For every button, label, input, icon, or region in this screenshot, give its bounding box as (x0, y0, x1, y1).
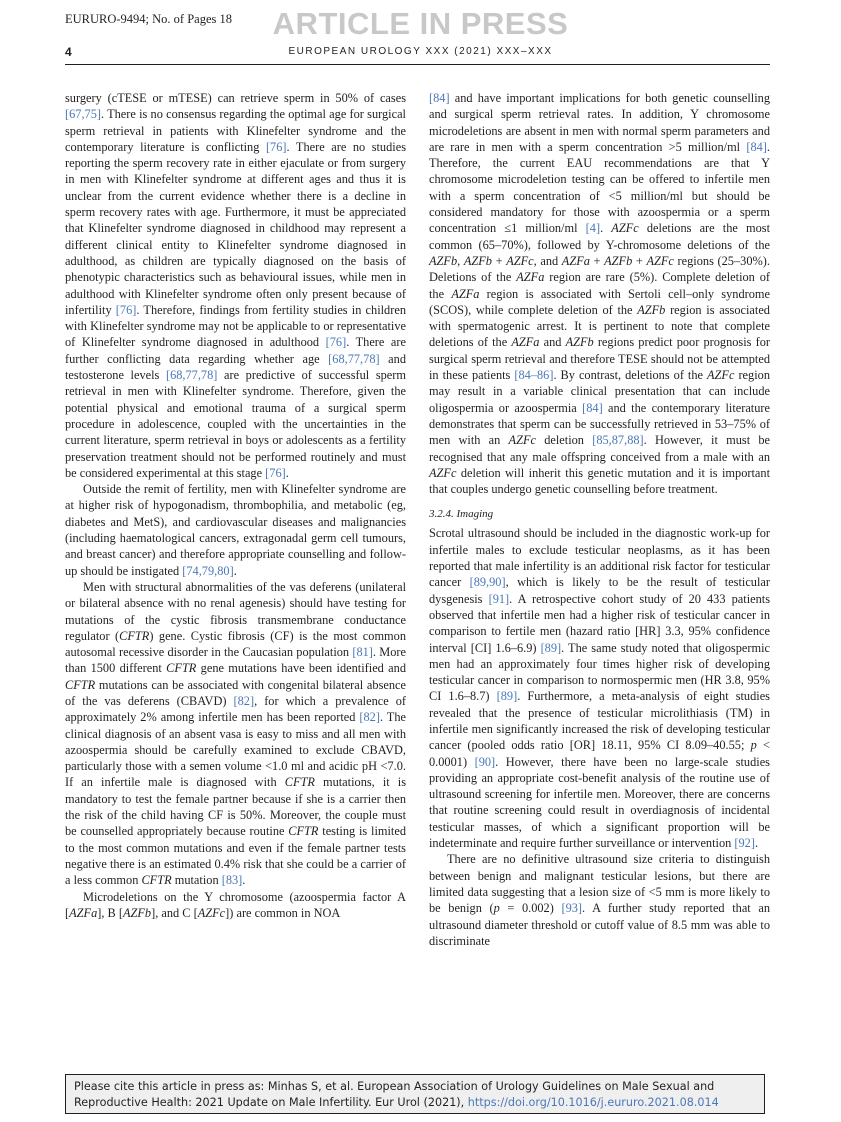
reference-link[interactable]: [92] (734, 836, 755, 851)
reference-link[interactable]: [89] (540, 640, 562, 655)
text-run: . (233, 563, 237, 578)
text-run: mutations can be associated with congenital bilateral absence of the vas deferens (CBAVD) (65, 677, 406, 708)
text-run: region are rare (5%). Complete deletion of the (429, 270, 770, 301)
text-run: . However, it must be recognised that any male offspring conceived from a male with an (429, 433, 771, 464)
reference-link[interactable]: [67,75] (65, 107, 101, 122)
reference-link[interactable]: [84–86] (514, 368, 554, 383)
text-run: . (285, 465, 289, 480)
italic-term: AZFa (69, 905, 98, 920)
text-run: . More than 1500 different (65, 645, 406, 676)
paragraph (65, 889, 406, 922)
text-run: . The clinical diagnosis of an absent vasa is easy to miss and all men with azoospermia should be carefully examined to exclude CBAVD, particularly those with a semen volume <1.0 ml and acidic pH <7.0. If an infertile male is diagnosed with (65, 710, 407, 790)
text-run: . By contrast, deletions of the (553, 368, 708, 383)
reference-link[interactable]: [76] (265, 139, 287, 154)
text-run: are predictive of successful sperm retrieval in men with Klinefelter syndrome. Therefore, given the potential physical and emotional trauma of a surgical sperm procedure in adolescence, coupled with the uncertainties in the current literature, sperm retrieval in boys or adolescents as a fertility preservation treatment should not be performed routinely and must be considered experimental at this stage (65, 368, 406, 480)
text-run: . A retrospective cohort study of 20 433 patients observed that infertile men had a higher risk of testicular cancer in comparison to fertile men (hazard ratio [HR] 3.3, 95% confidence interval [CI] 1.6–6.9) (429, 591, 771, 655)
paragraph (429, 90, 770, 497)
header-rule (65, 64, 770, 65)
reference-link[interactable]: [84] (429, 91, 450, 105)
text-run: region may result in a variable clinical presentation that can include oligospermia or azoospermia (429, 368, 770, 415)
italic-term: AZFc (508, 433, 536, 448)
text-run: deletions are the most common (65–70%), followed by Y-chromosome deletions of the (429, 221, 770, 252)
text-run: . There are further conflicting data regarding whether age (65, 335, 406, 366)
italic-term: AZFc (707, 368, 735, 383)
text-run: . (754, 836, 759, 851)
text-run: + (632, 253, 647, 268)
italic-term: AZFa (516, 270, 545, 285)
reference-link[interactable]: [89,90] (469, 575, 506, 590)
reference-link[interactable]: [89] (496, 689, 518, 704)
journal-running-head: EUROPEAN UROLOGY XXX (2021) XXX–XXX (288, 46, 553, 57)
text-run: deletion will inherit this genetic mutation and it is important that couples undergo genetic counselling before treatment. (429, 465, 770, 497)
paragraph (65, 579, 406, 889)
article-in-press-stamp: ARTICLE IN PRESS (272, 6, 569, 41)
text-run: . However, there have been no large-scale studies providing an appropriate cost-benefit analysis of the routine use of ultrasound screening for infertile men. Moreover, there are concerns that routine screening could result in overdiagnosis of incidental testicular masses, of which a significant proportion will be indeterminate and require further surveillance or intervention (429, 754, 770, 851)
text-run: + (589, 253, 605, 268)
text-run: mutation (171, 873, 222, 888)
text-run: and have important implications for both genetic counselling and surgical sperm retrieval rates. In addition, Y chromosome microdeletions are absent in men with normal sperm parameters and are rare in men with a sperm concentration >5 million/ml (429, 91, 770, 154)
text-run: . A further study reported that an ultrasound diameter threshold or cutoff value of 8.5 mm was able to discriminate (429, 901, 770, 948)
reference-link[interactable]: [83] (221, 873, 243, 888)
text-run: ) gene. Cystic fibrosis (CF) is the most common autosomal recessive disorder in the Caucasian population (65, 628, 406, 660)
text-run: Scrotal ultrasound should be included in the diagnostic work-up for infertile males to exclude testicular neoplasms, as it has been reported that male infertility is an additional risk factor for testicular cancer (429, 526, 770, 590)
reference-link[interactable]: [81] (352, 645, 373, 660)
text-run: regions (25–30%). Deletions of the (429, 253, 770, 285)
reference-link[interactable]: [82] (359, 710, 380, 725)
text-run: region is associated with Sertoli cell–only syndrome (SCOS), while complete deletion of the (429, 286, 770, 317)
text-run: . The same study noted that oligospermic men had an approximately four times higher risk of developing testicular cancer in comparison to normospermic men (HR 3.8, 95% CI 1.6–8.7) (429, 640, 770, 704)
italic-term: AZFc (506, 253, 534, 268)
reference-link[interactable]: [90] (474, 754, 496, 769)
reference-link[interactable]: [76] (265, 465, 286, 480)
text-run: < 0.0001) (429, 738, 770, 769)
italic-term: AZFc (429, 465, 457, 480)
text-run: and testosterone levels (65, 351, 406, 383)
text-run: . Furthermore, a meta-analysis of eight studies revealed that the presence of testicular microlithiasis (TM) in infertile men significantly increased the risk of developing testicular cancer (pooled odds ratio [OR] 18.11, 95% CI 8.09–40.55; (429, 689, 770, 753)
text-run: regions predict poor prognosis for surgical sperm retrieval and therefore TESE should not be attempted in these patients (429, 335, 770, 383)
italic-term: CFTR (284, 775, 315, 790)
text-run: and the contemporary literature demonstrates that sperm can be successfully retrieved in 53–75% of men with an (429, 400, 771, 448)
reference-link[interactable]: [76] (115, 302, 137, 317)
text-run: . Therefore, the current EAU recommendations are that Y chromosome microdeletion testing can be offered to infertile men with a sperm concentration of <5 million/ml but should be considered mandatory for those with azoospermia or a sperm concentration ≤1 million/ml (429, 139, 770, 236)
italic-term: AZFb (429, 253, 458, 268)
italic-term: p (750, 738, 757, 753)
italic-term: AZFb (604, 253, 633, 268)
reference-link[interactable]: [84] (746, 139, 767, 154)
text-run: Microdeletions on the Y chromosome (azoospermia factor A [ (65, 889, 406, 920)
italic-term: AZFa (451, 286, 480, 301)
reference-link[interactable]: [91] (488, 591, 510, 606)
text-run: . Therefore, findings from fertility studies in children with Klinefelter syndrome may not be applicable to or representative of Klinefelter syndrome diagnosed in adulthood (65, 302, 406, 350)
doc-id: EURURO-9494; No. of Pages 18 (65, 12, 233, 26)
text-run: , for which a prevalence of approximately 2% among infertile men has been reported (65, 693, 406, 725)
text-run: testing is limited to the most common mutations and even if the female partner tests negative there is an estimated 0.4% risk that she could be a carrier of a less common (65, 824, 406, 888)
text-run: . There are no studies reporting the sperm recovery rate in either ejaculate or from surgery in men with Klinefelter syndrome at different ages and thus it is unclear from the current evidence whether there is a decline in sperm recovery rates with age. Furthermore, it must be appreciated that Klinefelter syndrome diagnosed in childhood may represent a different clinical entity to Klinefelter syndrome diagnosed in adulthood, as children are typically diagnosed on the basis of phenotypic characteristics such as behavioural issues, while men in adulthood with Klinefelter syndrome often only present because of infertility (65, 139, 406, 317)
text-run: gene mutations have been identified and (196, 661, 406, 676)
text-run: and (539, 335, 566, 350)
italic-term: AZFb (637, 302, 666, 317)
text-run: ]) are common in NOA (225, 905, 341, 920)
reference-link[interactable]: [85,87,88] (592, 433, 644, 448)
paragraph (429, 851, 770, 949)
text-run: Outside the remit of fertility, men with Klinefelter syndrome are at higher risk of hypogonadism, thrombophilia, and metabolic (eg, diabetes and MetS), and cardiovascular diseases and malignancies (including haematological cancers, extragonadal germ cell tumours, and breast cancer) and therefore appropriate counselling and follow-up should be instigated (65, 482, 406, 578)
text-run: = 0.002) (499, 901, 562, 916)
text-run: . (600, 221, 612, 236)
italic-term: AZFc (197, 905, 226, 920)
italic-term: AZFc (646, 253, 674, 268)
text-run: . (242, 873, 246, 888)
italic-term: CFTR (141, 873, 172, 888)
text-run: ], and C [ (151, 905, 198, 920)
text-run: surgery (cTESE or mTESE) can retrieve sperm in 50% of cases (65, 91, 406, 105)
italic-term: CFTR (65, 677, 96, 692)
text-run: . There is no consensus regarding the optimal age for surgical sperm retrieval in patients with Klinefelter syndrome and the contemporary literature is conflicting (65, 107, 406, 154)
italic-term: AZFc (611, 221, 639, 236)
reference-link[interactable]: [82] (233, 693, 255, 708)
citation-text: Please cite this article in press as: Minhas S, et al. European Association of Urology Guidelines on Male Sexual and Reproductive Health: 2021 Update on Male Infertility. Eur Urol (2021), (74, 1080, 715, 1109)
reference-link[interactable]: [68,77,78] (165, 368, 218, 383)
left-column (65, 90, 406, 921)
text-run: Men with structural abnormalities of the vas deferens (unilateral or bilateral absence with no renal agenesis) should have testing for mutations of the cystic fibrosis transmembrane conductance regulator ( (65, 579, 406, 643)
italic-term: CFTR (288, 824, 319, 839)
paragraph (429, 525, 770, 851)
italic-term: AZFb (463, 253, 492, 268)
text-run: , (457, 253, 464, 268)
doi-link[interactable]: https://doi.org/10.1016/j.eururo.2021.08.014 (467, 1096, 719, 1109)
section-subheading: 3.2.4. Imaging (429, 508, 494, 521)
italic-term: AZFb (122, 905, 152, 920)
italic-term: CFTR (166, 661, 197, 676)
italic-term: AZFa (561, 253, 590, 268)
reference-link[interactable]: [93] (561, 901, 583, 916)
reference-link[interactable]: [74,79,80] (182, 563, 234, 578)
right-column (429, 90, 770, 949)
text-run: deletion (535, 433, 593, 448)
italic-term: p (493, 901, 500, 916)
text-run: There are no definitive ultrasound size criteria to distinguish between benign and malignant testicular lesions, but there are limited data suggesting that a lesion size of <5 mm is more likely to be benign ( (429, 852, 770, 916)
reference-link[interactable]: [68,77,78] (328, 351, 380, 366)
text-run: region is associated with spermatogenic arrest. It is pertinent to note that complete deletions of the (429, 302, 770, 350)
text-run: + (491, 253, 507, 268)
text-run: , which is likely to be the result of testicular dysgenesis (429, 575, 770, 606)
text-run: mutations, it is mandatory to test the female partner because if she is a carrier then the risk of the child having CF is 50%. Moreover, the couple must be counselled appropriately because routine (65, 775, 407, 839)
reference-link[interactable]: [76] (325, 335, 347, 350)
italic-term: CFTR (119, 628, 150, 643)
italic-term: AZFb (565, 335, 594, 350)
text-run: , and (533, 253, 562, 268)
reference-link[interactable]: [84] (582, 400, 603, 415)
reference-link[interactable]: [4] (585, 221, 601, 236)
italic-term: AZFa (511, 335, 540, 350)
page-number: 4 (65, 45, 72, 59)
paragraph (65, 481, 406, 579)
text-run: ], B [ (97, 905, 123, 920)
citation-box (65, 1074, 765, 1114)
paragraph (65, 90, 406, 481)
